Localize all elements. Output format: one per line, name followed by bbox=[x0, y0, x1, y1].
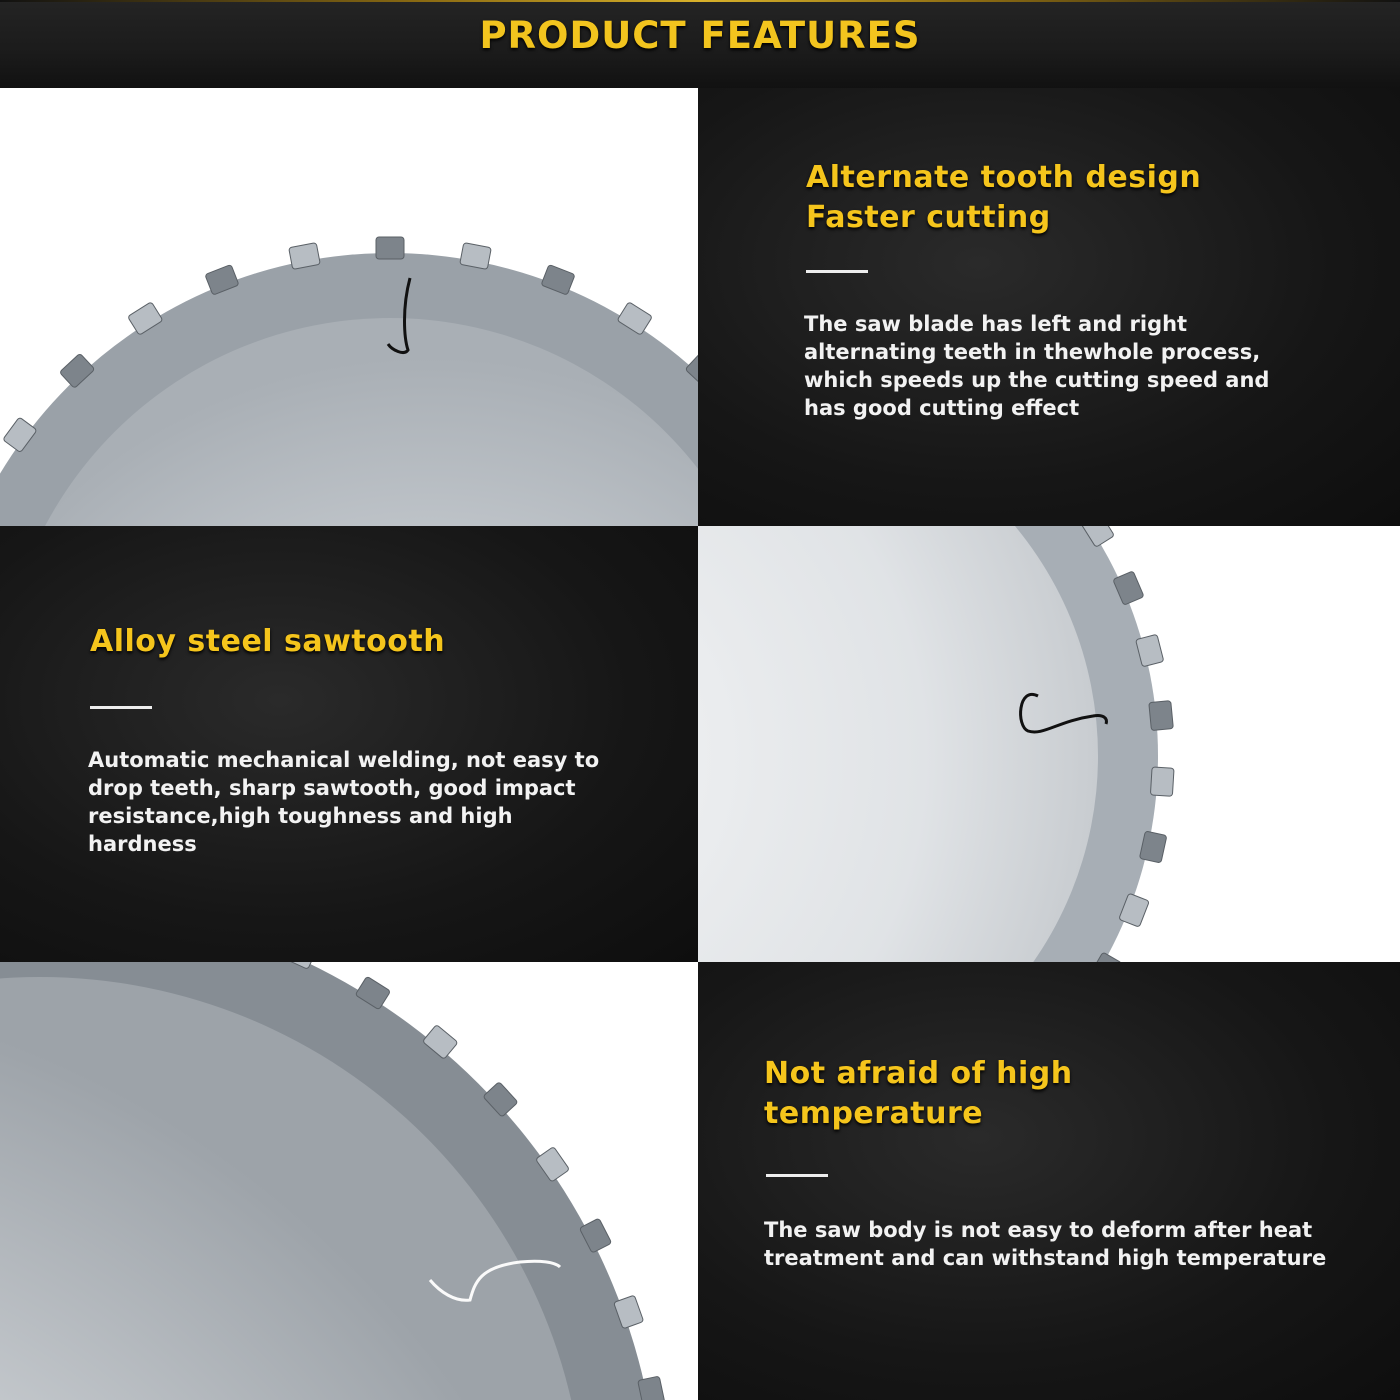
feature-1-image bbox=[0, 88, 698, 526]
feature-3-description: The saw body is not easy to deform after heat treatment and can withstand high temperature bbox=[764, 1218, 1327, 1270]
page-title: PRODUCT FEATURES bbox=[479, 14, 921, 57]
feature-1-description: The saw blade has left and right alternating teeth in thewhole process, which speeds up the cutting speed and has good cutting effect bbox=[804, 312, 1270, 420]
saw-tooth bbox=[376, 237, 404, 259]
saw-tooth bbox=[289, 243, 321, 270]
feature-1-panel bbox=[698, 88, 1400, 526]
saw-blade-icon bbox=[0, 88, 698, 526]
saw-tooth bbox=[1149, 701, 1174, 731]
feature-1-title-line-2: Faster cutting bbox=[806, 200, 1051, 235]
feature-3-title-line-1: Not afraid of high bbox=[764, 1056, 1073, 1091]
feature-2-description: Automatic mechanical welding, not easy to drop teeth, sharp sawtooth, good impact resistance,high toughness and high hardness bbox=[88, 748, 600, 856]
feature-3-title-line-2: temperature bbox=[764, 1096, 984, 1131]
header-banner bbox=[0, 0, 1400, 88]
feature-2-title-line-1: Alloy steel sawtooth bbox=[90, 624, 446, 659]
feature-2-image bbox=[698, 526, 1400, 962]
feature-3-panel bbox=[698, 962, 1400, 1400]
saw-tooth bbox=[460, 243, 492, 270]
feature-2-title bbox=[90, 622, 445, 662]
feature-1-title bbox=[806, 158, 1201, 238]
saw-tooth bbox=[1150, 767, 1174, 796]
saw-blade-icon bbox=[698, 526, 1400, 962]
feature-2-panel bbox=[0, 526, 698, 962]
feature-3-title bbox=[764, 1054, 1073, 1134]
feature-3-image bbox=[0, 962, 698, 1400]
feature-2-divider bbox=[90, 706, 152, 709]
header-gold-line bbox=[0, 0, 1400, 2]
feature-3-divider bbox=[766, 1174, 828, 1177]
feature-1-title-line-1: Alternate tooth design bbox=[806, 160, 1202, 195]
feature-1-divider bbox=[806, 270, 868, 273]
saw-blade-icon bbox=[0, 962, 698, 1400]
